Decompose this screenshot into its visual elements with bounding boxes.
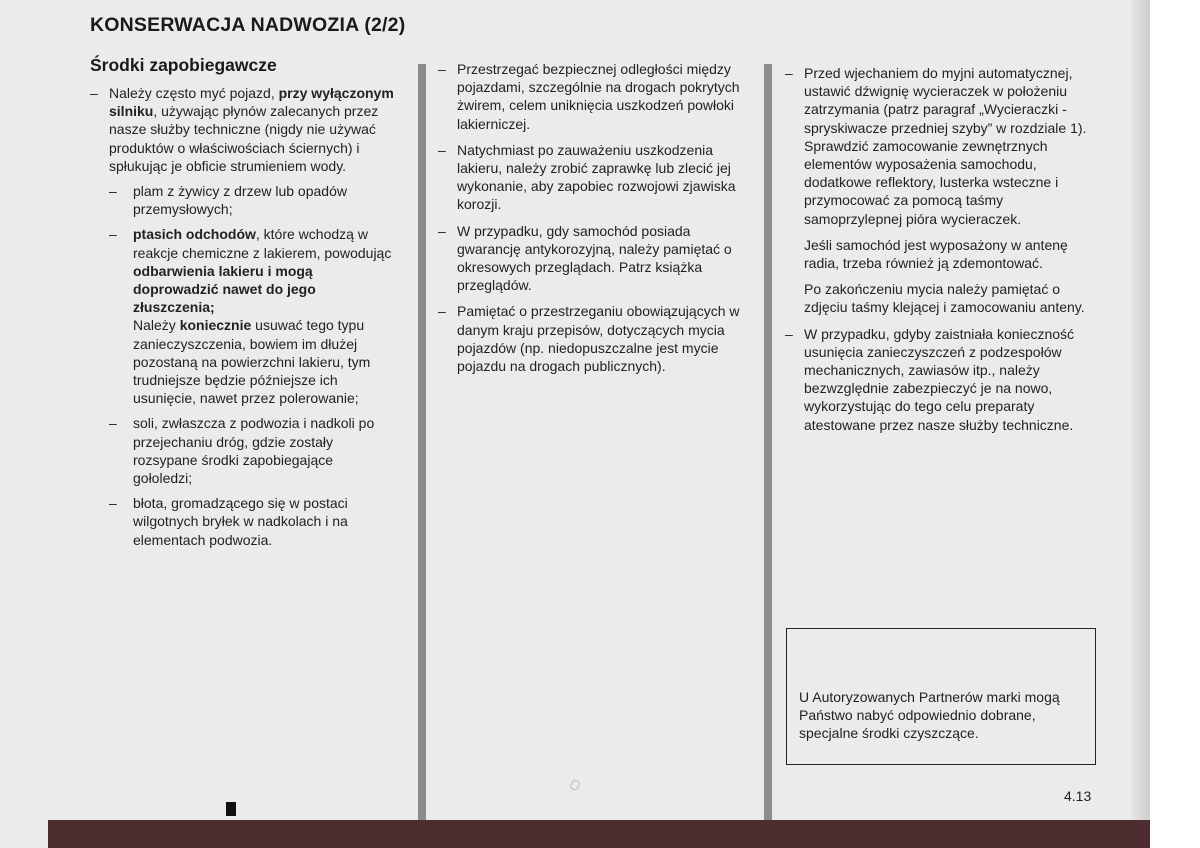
dealer-note-text: U Autoryzowanych Partnerów marki mogą Państwo nabyć odpowiednio dobrane, specjalne środki czyszczące. xyxy=(799,689,1060,742)
bullet-wash-regularly xyxy=(90,84,396,175)
text-span: , używając płynów zalecanych przez nasze służby techniczne (nigdy nie używać produktów o właściwościach ściernych) i spłukując je obficie strumieniem wody. xyxy=(109,103,379,174)
dealer-note-box xyxy=(786,628,1096,765)
subbullet-bird-droppings xyxy=(90,225,396,316)
text-span: usuwać tego typu zanieczyszczenia, bowiem im dłużej pozostaną na powierzchni lakieru, tym trudniejsze będzie późniejsze ich usunięcie, nawet przez polerowanie; xyxy=(133,317,371,407)
paragraph-antenna: Jeśli samochód jest wyposażony w antenę radia, trzeba również ją zdemontować. xyxy=(804,236,1068,272)
text-span: Należy często myć pojazd, xyxy=(109,85,279,101)
bold-span: odbarwienia lakieru i mogą doprowadzić nawet do jego złuszczenia; xyxy=(133,262,316,316)
bullet-local-regulations: – Pamiętać o przestrzeganiu obowiązujących w danym kraju przepisów, dotyczących mycia pojazdów (np. niedopuszczalne jest mycie pojazdu na drogach publicznych). xyxy=(438,302,746,375)
bullet-paint-repair: – Natychmiast po zauważeniu uszkodzenia lakieru, należy zrobić zaprawkę lub zlecić jej wykonanie, aby zapobiec rozwojowi zjawiska korozji. xyxy=(438,141,746,214)
paragraph-remove-promptly xyxy=(90,316,396,407)
bold-span: koniecznie xyxy=(179,317,252,334)
column-divider-1 xyxy=(418,64,426,820)
section-heading: Środki zapobiegawcze xyxy=(90,55,277,75)
column-2 xyxy=(438,60,746,375)
column-divider-2 xyxy=(764,64,772,820)
bullet-car-wash: – Przed wjechaniem do myjni automatycznej, ustawić dźwignię wycieraczek w położeniu zatrzymania (patrz paragraf „Wycieraczki - spryskiwacze przedniej szyby” w rozdziale 1). Sprawdzić zamocowanie zewnętrznych elementów wyposażenia samochodu, dodatkowe reflektory, lusterka wsteczne i przymocować za pomocą taśmy samoprzylepnej pióra wycieraczek. xyxy=(785,64,1097,228)
bullet-warranty: – W przypadku, gdy samochód posiada gwarancję antykorozyjną, należy pamiętać o okresowych przeglądach. Patrz książka przeglądów. xyxy=(438,222,746,295)
bold-span: przy wyłączonym silniku xyxy=(109,85,394,120)
text-span: Należy xyxy=(133,317,180,334)
subbullet-salt: – soli, zwłaszcza z podwozia i nadkoli po przejechaniu dróg, gdzie zostały rozsypane środki zapobiegające gołoledzi; xyxy=(90,414,396,487)
bullet-mechanical-parts: – W przypadku, gdyby zaistniała konieczność usunięcia zanieczyszczeń z podzespołów mechanicznych, zawiasów itp., należy bezwzględnie zabezpieczyć je na nowo, wykorzystując do tego celu preparaty atestowane przez nasze służby techniczne. xyxy=(785,325,1097,434)
page-title: KONSERWACJA NADWOZIA (2/2) xyxy=(90,14,406,36)
text-span: , które wchodzą w reakcje chemiczne z lakierem, powodując xyxy=(133,226,392,261)
paper-mark xyxy=(569,779,581,792)
subbullet-mud: – błota, gromadzącego się w postaci wilgotnych bryłek w nadkolach i na elementach podwozia. xyxy=(90,494,396,549)
bullet-safe-distance: – Przestrzegać bezpiecznej odległości między pojazdami, szczególnie na drogach pokrytych żwirem, celem uniknięcia uszkodzeń powłoki lakierniczej. xyxy=(438,60,746,133)
column-1 xyxy=(90,84,396,549)
page-spine-shadow xyxy=(1132,0,1150,820)
print-marker xyxy=(226,802,236,816)
page-number: 4.13 xyxy=(1064,788,1092,804)
subbullet-resin: – plam z żywicy z drzew lub opadów przemysłowych; xyxy=(90,182,396,218)
paragraph-after-wash: Po zakończeniu mycia należy pamiętać o zdjęciu taśmy klejącej i zamocowaniu anteny. xyxy=(804,281,1085,316)
bold-span: ptasich odchodów xyxy=(133,226,256,243)
bottom-band xyxy=(48,820,1152,848)
column-3 xyxy=(785,64,1097,434)
